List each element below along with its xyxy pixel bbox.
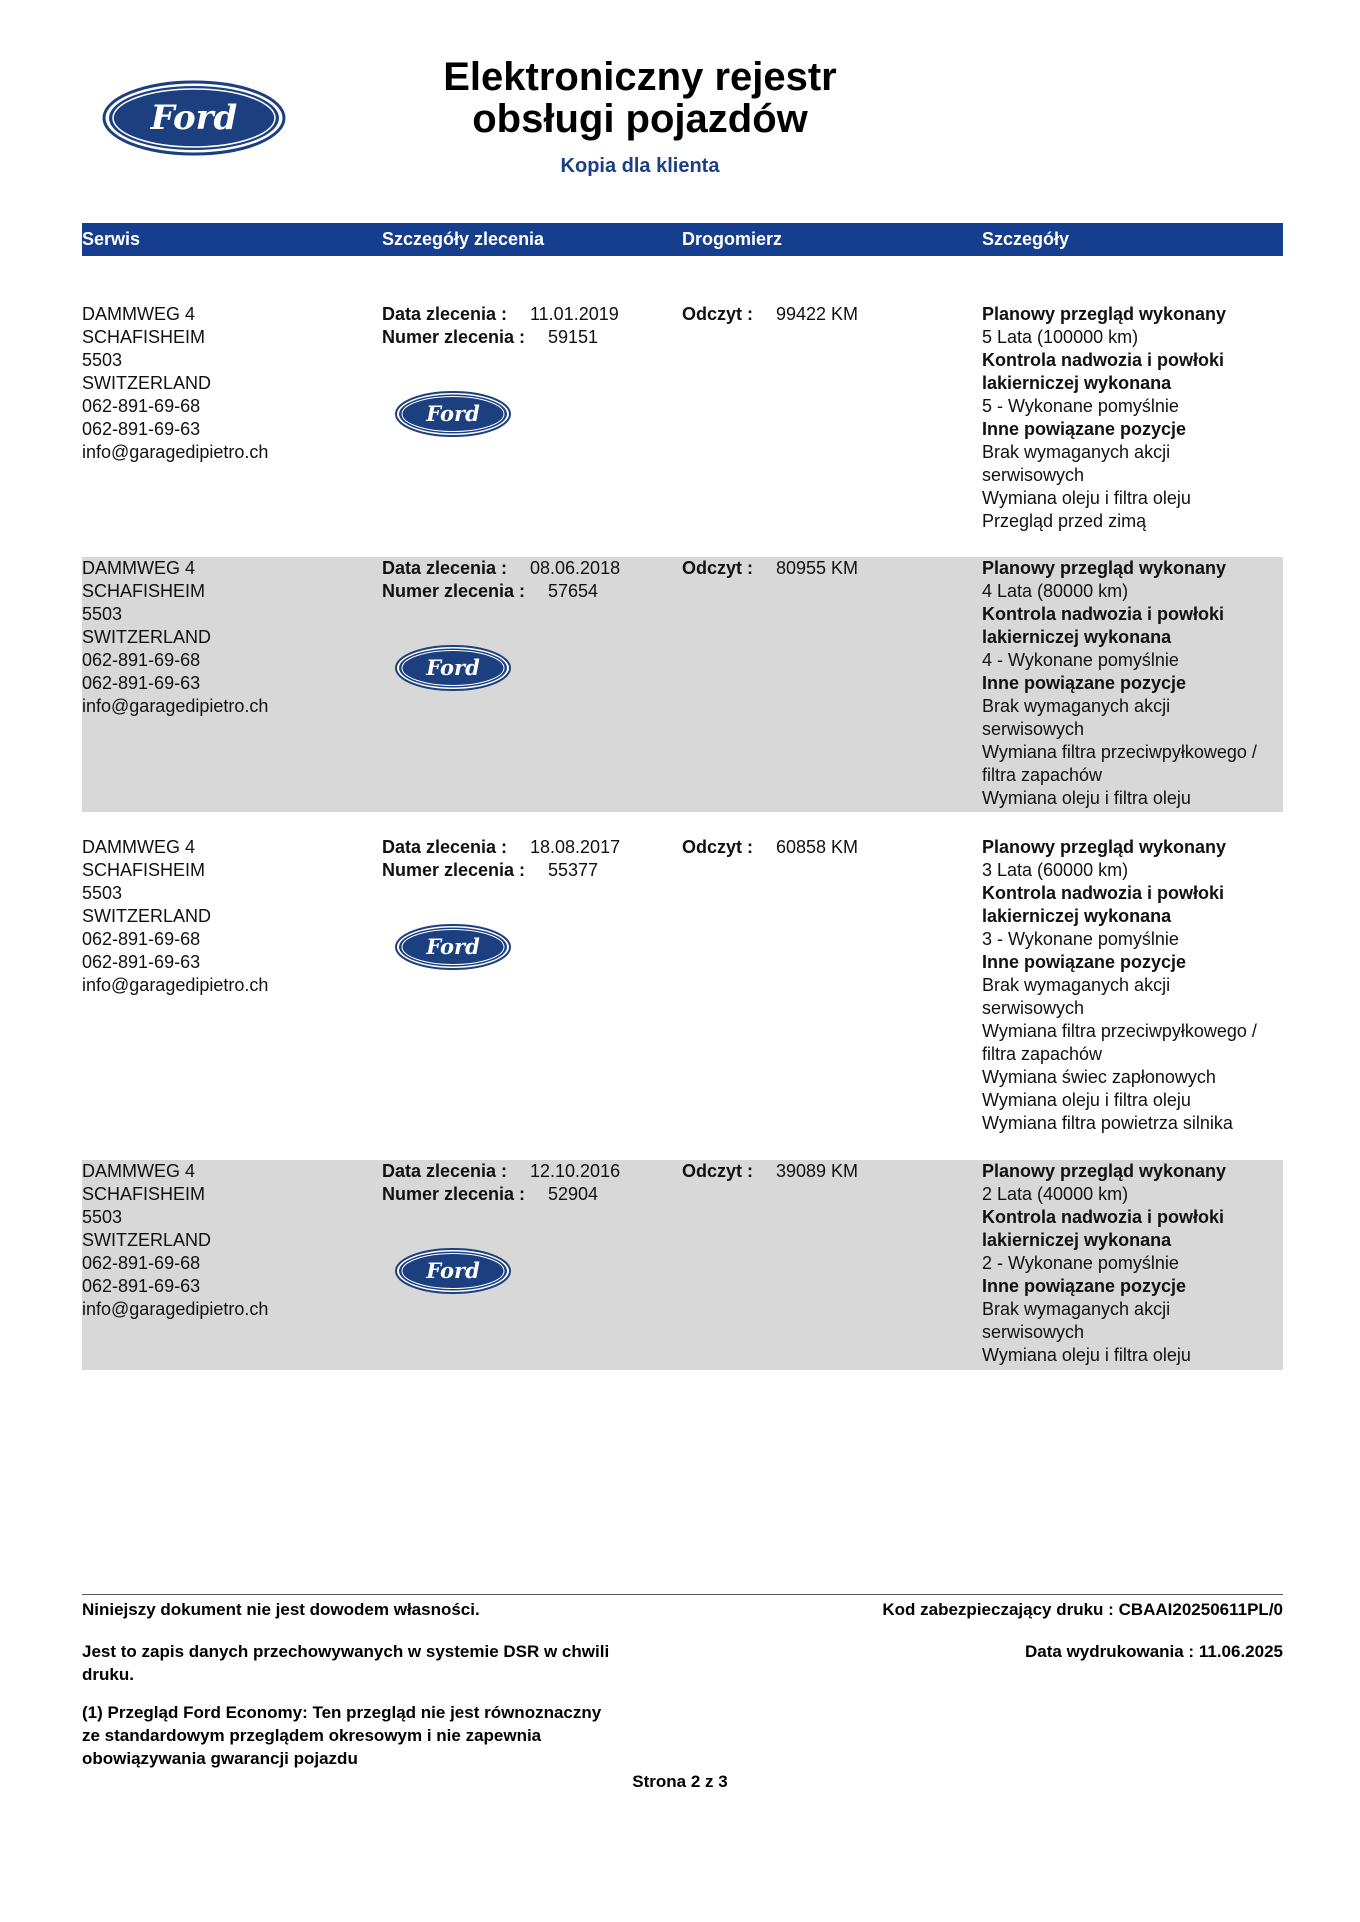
address-line: info@garagedipietro.ch	[82, 696, 269, 716]
service-details	[982, 303, 1282, 533]
detail-line: serwisowych	[982, 998, 1085, 1018]
service-address	[82, 836, 372, 997]
detail-line: Wymiana filtra powietrza silnika	[982, 1113, 1233, 1133]
address-line: info@garagedipietro.ch	[82, 442, 269, 462]
odometer-label: Odczyt :	[682, 304, 754, 324]
detail-heading: lakierniczej wykonana	[982, 906, 1172, 926]
detail-heading: Planowy przegląd wykonany	[982, 304, 1227, 324]
order-date-label: Data zlecenia :	[382, 837, 508, 857]
ford-logo-small	[395, 391, 511, 437]
odometer-row	[682, 836, 972, 859]
odometer	[682, 1160, 972, 1183]
title-line-1: Elektroniczny rejestr	[443, 55, 837, 99]
service-entry	[82, 303, 1283, 537]
detail-line: Wymiana filtra przeciwpyłkowego /	[982, 1021, 1257, 1041]
address-line: 5503	[82, 1207, 123, 1227]
order-number-label: Numer zlecenia :	[382, 581, 526, 601]
odometer	[682, 836, 972, 859]
odometer-label: Odczyt :	[682, 837, 754, 857]
detail-heading: Inne powiązane pozycje	[982, 673, 1187, 693]
security-code-value: CBAAI20250611PL/0	[1118, 1600, 1283, 1619]
address-line: 5503	[82, 604, 123, 624]
address-line: SCHAFISHEIM	[82, 860, 206, 880]
order-date-label: Data zlecenia :	[382, 1161, 508, 1181]
service-address	[82, 303, 372, 464]
detail-line: 4 Lata (80000 km)	[982, 581, 1129, 601]
odometer-label: Odczyt :	[682, 1161, 754, 1181]
detail-line: serwisowych	[982, 719, 1085, 739]
order-number-label: Numer zlecenia :	[382, 1184, 526, 1204]
order-details	[382, 303, 672, 349]
detail-line: 4 - Wykonane pomyślnie	[982, 650, 1179, 670]
page-subtitle: Kopia dla klienta	[560, 155, 720, 177]
service-address	[82, 1160, 372, 1321]
odometer-row	[682, 1160, 972, 1183]
address-line: 062-891-69-68	[82, 396, 201, 416]
odometer-row	[682, 303, 972, 326]
odometer-value: 60858 KM	[776, 837, 859, 857]
detail-line: Brak wymaganych akcji	[982, 1299, 1171, 1319]
detail-heading: Kontrola nadwozia i powłoki	[982, 350, 1225, 370]
page-number: Strona 2 z 3	[632, 1772, 728, 1791]
ford-logo-small-text: Ford	[426, 934, 480, 959]
detail-heading: lakierniczej wykonana	[982, 1230, 1172, 1250]
service-address	[82, 557, 372, 718]
detail-line: serwisowych	[982, 1322, 1085, 1342]
ford-logo	[102, 80, 286, 156]
detail-line: Wymiana świec zapłonowych	[982, 1067, 1216, 1087]
detail-heading: Inne powiązane pozycje	[982, 419, 1187, 439]
footer-disclaimer: Niniejszy dokument nie jest dowodem własności.	[82, 1600, 480, 1619]
address-line: SWITZERLAND	[82, 906, 212, 926]
order-details	[382, 557, 672, 603]
order-date-value: 18.08.2017	[530, 837, 621, 857]
odometer-label: Odczyt :	[682, 558, 754, 578]
odometer-value: 80955 KM	[776, 558, 859, 578]
address-line: 062-891-69-68	[82, 929, 201, 949]
detail-heading: Inne powiązane pozycje	[982, 952, 1187, 972]
address-line: info@garagedipietro.ch	[82, 975, 269, 995]
order-date-row	[382, 303, 672, 326]
detail-line: Wymiana oleju i filtra oleju	[982, 1090, 1191, 1110]
detail-line: Przegląd przed zimą	[982, 511, 1147, 531]
footer-divider	[82, 1594, 1283, 1595]
address-line: DAMMWEG 4	[82, 304, 196, 324]
service-entry	[82, 1160, 1283, 1370]
order-date-label: Data zlecenia :	[382, 304, 508, 324]
address-line: 5503	[82, 350, 123, 370]
detail-line: 2 - Wykonane pomyślnie	[982, 1253, 1179, 1273]
detail-heading: Kontrola nadwozia i powłoki	[982, 604, 1225, 624]
odometer-value: 99422 KM	[776, 304, 859, 324]
detail-line: 3 - Wykonane pomyślnie	[982, 929, 1179, 949]
address-line: SCHAFISHEIM	[82, 581, 206, 601]
address-line: 062-891-69-63	[82, 419, 201, 439]
order-date-row	[382, 836, 672, 859]
print-date	[846, 1640, 1283, 1663]
footer-dsr-line-2: druku.	[82, 1665, 134, 1684]
detail-line: 5 Lata (100000 km)	[982, 327, 1139, 347]
ford-logo-small	[395, 645, 511, 691]
address-line: 062-891-69-63	[82, 1276, 201, 1296]
order-number-row	[382, 859, 672, 882]
address-line: DAMMWEG 4	[82, 558, 196, 578]
order-number-label: Numer zlecenia :	[382, 327, 526, 347]
order-date-value: 12.10.2016	[530, 1161, 621, 1181]
order-details	[382, 836, 672, 882]
service-details	[982, 557, 1282, 810]
order-number-row	[382, 1183, 672, 1206]
detail-line: 5 - Wykonane pomyślnie	[982, 396, 1179, 416]
col-header-drogomierz: Drogomierz	[682, 229, 783, 249]
ford-logo-small	[395, 924, 511, 970]
order-number-value: 55377	[548, 860, 599, 880]
order-date-row	[382, 557, 672, 580]
footer-economy-note	[82, 1701, 601, 1770]
service-entry	[82, 557, 1283, 812]
detail-heading: Planowy przegląd wykonany	[982, 1161, 1227, 1181]
detail-heading: lakierniczej wykonana	[982, 373, 1172, 393]
ford-logo-small	[395, 1248, 511, 1294]
footer-economy-line-2: ze standardowym przeglądem okresowym i nie zapewnia	[82, 1726, 542, 1745]
order-number-label: Numer zlecenia :	[382, 860, 526, 880]
detail-line: Brak wymaganych akcji	[982, 696, 1171, 716]
order-details	[382, 1160, 672, 1206]
security-code-label: Kod zabezpieczający druku :	[882, 1600, 1114, 1619]
footer-dsr-note	[82, 1640, 609, 1686]
detail-line: Brak wymaganych akcji	[982, 975, 1171, 995]
footer-dsr-line-1: Jest to zapis danych przechowywanych w systemie DSR w chwili	[82, 1642, 610, 1661]
address-line: 5503	[82, 883, 123, 903]
address-line: DAMMWEG 4	[82, 1161, 196, 1181]
address-line: SWITZERLAND	[82, 1230, 212, 1250]
address-line: 062-891-69-63	[82, 673, 201, 693]
title-line-2: obsługi pojazdów	[472, 97, 808, 141]
footer-economy-line-1: (1) Przegląd Ford Economy: Ten przegląd nie jest równoznaczny	[82, 1703, 602, 1722]
ford-logo-text: Ford	[150, 98, 238, 138]
detail-heading: Kontrola nadwozia i powłoki	[982, 1207, 1225, 1227]
print-date-label: Data wydrukowania :	[1025, 1642, 1195, 1661]
col-header-szczegoly-zlecenia: Szczegóły zlecenia	[382, 229, 545, 249]
address-line: info@garagedipietro.ch	[82, 1299, 269, 1319]
detail-line: filtra zapachów	[982, 1044, 1103, 1064]
col-header-szczegoly: Szczegóły	[982, 229, 1070, 249]
address-line: 062-891-69-68	[82, 650, 201, 670]
order-number-value: 52904	[548, 1184, 599, 1204]
address-line: SCHAFISHEIM	[82, 1184, 206, 1204]
detail-line: Wymiana filtra przeciwpyłkowego /	[982, 742, 1257, 762]
order-date-label: Data zlecenia :	[382, 558, 508, 578]
detail-heading: Kontrola nadwozia i powłoki	[982, 883, 1225, 903]
address-line: SWITZERLAND	[82, 373, 212, 393]
address-line: DAMMWEG 4	[82, 837, 196, 857]
ford-logo-small-text: Ford	[426, 1258, 480, 1283]
odometer	[682, 303, 972, 326]
col-header-serwis: Serwis	[82, 229, 141, 249]
service-details	[982, 836, 1282, 1135]
order-number-row	[382, 326, 672, 349]
detail-heading: Planowy przegląd wykonany	[982, 837, 1227, 857]
print-date-value: 11.06.2025	[1198, 1642, 1283, 1661]
order-date-value: 08.06.2018	[530, 558, 621, 578]
service-details	[982, 1160, 1282, 1367]
detail-line: Wymiana oleju i filtra oleju	[982, 788, 1191, 808]
detail-line: filtra zapachów	[982, 765, 1103, 785]
table-header	[82, 223, 1283, 256]
odometer-row	[682, 557, 972, 580]
address-line: SWITZERLAND	[82, 627, 212, 647]
order-number-value: 59151	[548, 327, 599, 347]
detail-line: 3 Lata (60000 km)	[982, 860, 1129, 880]
odometer-value: 39089 KM	[776, 1161, 859, 1181]
detail-line: Wymiana oleju i filtra oleju	[982, 1345, 1191, 1365]
order-date-row	[382, 1160, 672, 1183]
service-entry	[82, 836, 1283, 1134]
address-line: 062-891-69-68	[82, 1253, 201, 1273]
detail-line: 2 Lata (40000 km)	[982, 1184, 1129, 1204]
security-code	[846, 1598, 1283, 1621]
page-title	[380, 56, 900, 140]
ford-logo-small-text: Ford	[426, 655, 480, 680]
detail-line: serwisowych	[982, 465, 1085, 485]
order-date-value: 11.01.2019	[530, 304, 619, 324]
order-number-row	[382, 580, 672, 603]
detail-heading: Planowy przegląd wykonany	[982, 558, 1227, 578]
address-line: SCHAFISHEIM	[82, 327, 206, 347]
order-number-value: 57654	[548, 581, 599, 601]
detail-line: Brak wymaganych akcji	[982, 442, 1171, 462]
footer-economy-line-3: obowiązywania gwarancji pojazdu	[82, 1749, 358, 1768]
address-line: 062-891-69-63	[82, 952, 201, 972]
detail-heading: lakierniczej wykonana	[982, 627, 1172, 647]
detail-line: Wymiana oleju i filtra oleju	[982, 488, 1191, 508]
odometer	[682, 557, 972, 580]
detail-heading: Inne powiązane pozycje	[982, 1276, 1187, 1296]
ford-logo-small-text: Ford	[426, 401, 480, 426]
